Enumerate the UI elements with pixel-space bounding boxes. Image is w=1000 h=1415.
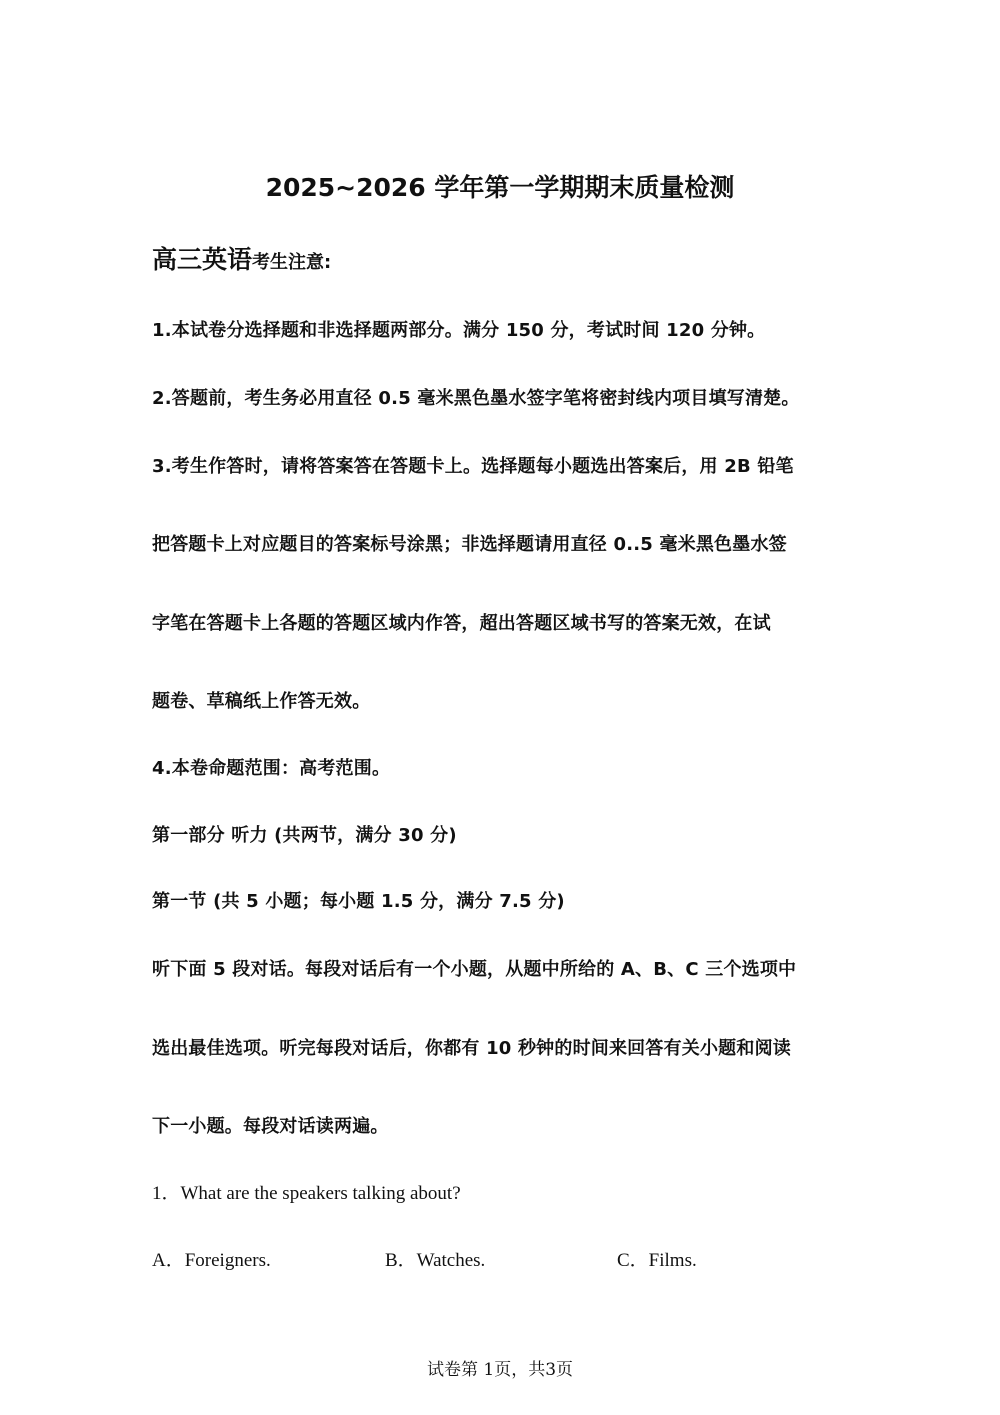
instruction-1: 1.本试卷分选择题和非选择题两部分。满分 150 分，考试时间 120 分钟。 — [152, 320, 766, 341]
exam-title: 2025~2026 学年第一学期期末质量检测 — [265, 173, 735, 202]
section1-heading: 第一节 (共 5 小题；每小题 1.5 分，满分 7.5 分) — [152, 891, 565, 912]
instruction-4: 4.本卷命题范围：高考范围。 — [152, 758, 391, 779]
instruction-2: 2.答题前，考生务必用直径 0.5 毫米黑色墨水签字笔将密封线内项目填写清楚。 — [152, 388, 800, 409]
notice-label: 考生注意: — [252, 252, 332, 273]
directions-line-1: 听下面 5 段对话。每段对话后有一个小题，从题中所给的 A、B、C 三个选项中 — [152, 959, 797, 980]
instruction-3-line-4: 题卷、草稿纸上作答无效。 — [152, 691, 371, 712]
question-1-option-a: A．Foreigners. — [152, 1250, 271, 1271]
part1-heading: 第一部分 听力 (共两节，满分 30 分) — [152, 825, 457, 846]
instruction-3-line-3: 字笔在答题卡上各题的答题区域内作答，超出答题区域书写的答案无效，在试 — [152, 613, 771, 634]
instruction-3-line-2: 把答题卡上对应题目的答案标号涂黑；非选择题请用直径 0..5 毫米黑色墨水签 — [152, 534, 787, 555]
question-1-stem: 1．What are the speakers talking about? — [152, 1183, 461, 1204]
question-1-option-b: B．Watches. — [385, 1250, 486, 1271]
subject-line — [152, 240, 331, 276]
directions-line-3: 下一小题。每段对话读两遍。 — [152, 1116, 389, 1137]
subject-label: 高三英语 — [152, 245, 253, 274]
question-1-option-c: C．Films. — [617, 1250, 697, 1271]
directions-line-2: 选出最佳选项。听完每段对话后，你都有 10 秒钟的时间来回答有关小题和阅读 — [152, 1038, 791, 1059]
page-footer: 试卷第 1页，共3页 — [426, 1360, 574, 1380]
instruction-3-line-1: 3.考生作答时，请将答案答在答题卡上。选择题每小题选出答案后，用 2B 铅笔 — [152, 456, 794, 477]
